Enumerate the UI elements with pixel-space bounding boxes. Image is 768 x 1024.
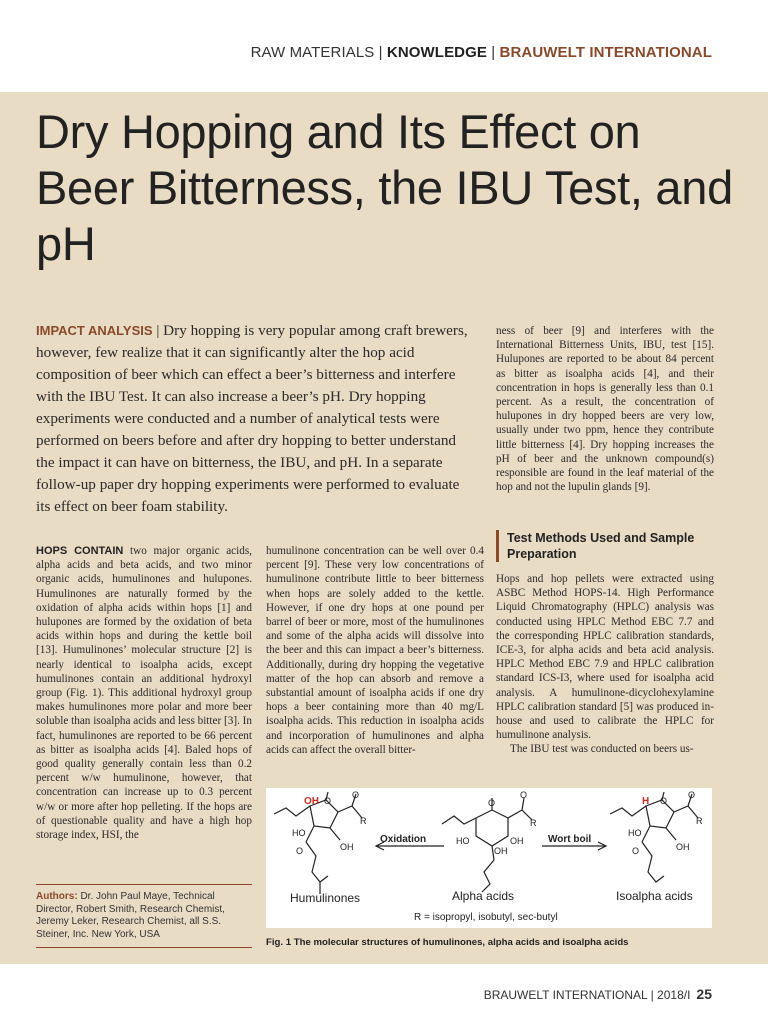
atom-label: O (352, 790, 360, 800)
isoalpha-h-highlight: H (642, 796, 650, 807)
alpha-lower-chain (482, 860, 494, 892)
header-category: KNOWLEDGE (386, 44, 487, 61)
atom-label: O (660, 796, 668, 806)
body-column-2 (266, 544, 484, 757)
atom-label: HO (628, 828, 642, 838)
body-column-4 (496, 572, 714, 757)
body-paragraph: Hops and hop pellets were extracted using ASBC Method HOPS-14. High Performance Liquid Chromatography (HPLC) analysis was conducted using HPLC Method EBC 7.7 and the corresponding HPLC calibration standards, ICE-3, for alpha acids and beta acid analysis. HPLC Method EBC 7.9 and HPLC calibration standard ICS-I3, where used for isoalpha acid analysis. A humulinone-dicyclohexylamine HPLC calibration standard [5] was produced in-house and used to calibrate the HPLC for humulinone analysis. (496, 573, 714, 742)
atom-label: HO (456, 836, 470, 846)
lead-paragraph (36, 320, 476, 518)
lead-label: IMPACT ANALYSIS (36, 323, 153, 338)
authors-box (36, 884, 252, 948)
humulinone-chain-bond (306, 826, 314, 842)
body-column-3 (496, 324, 714, 494)
page-number: 25 (696, 986, 712, 1002)
running-header (251, 44, 712, 61)
atom-label: HO (292, 828, 306, 838)
body-text: humulinone concentration can be well over 0.4 percent [9]. These very low concentrations of humulinone contribute little to beer bitterness when hops are solely added to the kettle. However, if one dry hops at one pound per barrel of beer or more, most of the humulinones and some of the alpha acids will dissolve into the beer and this can impact a beer’s bitterness. Additionally, during dry hopping the vegetative matter of the hop can absorb and remove a substantial amount of isoalpha acids if one dry hops a beer containing more than 40 mg/L isoalpha acids. This reduction in isoalpha acids and incorporation of humulinones and alpha acids can affect the overall bitter- (266, 545, 484, 756)
isoalpha-chain-bond (642, 826, 650, 842)
run-in-heading: HOPS CONTAIN (36, 545, 124, 557)
molecular-structures-figure (266, 788, 712, 928)
alpha-ring (476, 810, 508, 846)
humulinones-label: Humulinones (290, 891, 361, 905)
isoalpha-oh-bond (666, 828, 676, 840)
atom-label: OH (340, 842, 354, 852)
alpha-acyl-bond (508, 810, 522, 818)
article-title: Dry Hopping and Its Effect on Beer Bitterness, the IBU Test, and pH (36, 105, 733, 270)
lead-separator: | (152, 322, 164, 339)
atom-label: O (520, 790, 528, 800)
header-separator: | (487, 44, 500, 61)
isoalpha-lower-chain (642, 842, 664, 882)
wort-boil-label: Wort boil (548, 834, 592, 845)
r-group-definition: R = isopropyl, isobutyl, sec-butyl (414, 912, 558, 923)
lead-text: Dry hopping is very popular among craft brewers, however, few realize that it can significantly alter the hop acid composition of beer which can effect a beer’s bitterness and interfere with the IBU Test. It can also increase a beer’s pH. Dry hopping experiments were conducted and a number of analytical tests were performed on beers before and after dry hopping to better understand the impact it can have on bitterness, the IBU, and pH. In a separate follow-up paper dry hopping experiments were performed to evaluate its effect on beer foam stability. (36, 322, 468, 515)
isoalpha-acyl-bond (674, 806, 688, 812)
atom-label: O (296, 846, 304, 856)
body-text: two major organic acids, alpha acids and beta acids, and two minor organic acids, humulinones and hulupones. Humulinones are naturally formed by the oxidation of alpha acids within hops [1] and hulupones are formed by the oxidation of beta acids within hops and during the kettle boil [13]. Humulinones’ molecular structure [2] is nearly identical to isoalpha acids, except humulinones contain an additional hydroxyl group (Fig. 1). This additional hydroxyl group makes humulinones more polar and more beer soluble than isoalpha acids and less bitter [3]. In fact, humulinones are reported to be 66 percent as bitter as isoalpha acids [4]. Baled hops of good quality generally contain less than 0.2 percent w/w humulinone, however, that concentration can increase up to 0.3 percent w/w or more after hop pelleting. If the hops are of questionable quality and have a high hop storage index, HSI, the (36, 545, 252, 842)
body-text: ness of beer [9] and interferes with the International Bitterness Units, IBU, test [15]. Hulupones are reported to be about 84 percent as bitter as isoalpha acids [4], and their concentration in hops is generally less than 0.1 percent. As a result, the concentration of hulupones in dry hopped beers are very low, usually under two ppm, hence they contribute little bitterness [4]. Dry hopping increases the pH of beer and the unknown compound(s) responsible are found in the leaf material of the hop and not the lupulin glands [9]. (496, 325, 714, 494)
atom-label: OH (676, 842, 690, 852)
authors-text: Dr. John Paul Maye, Technical Director, Robert Smith, Research Chemist, Jeremy Leker, Research Chemist, all S.S. Steiner, Inc. New York, USA (36, 891, 225, 940)
header-publication: BRAUWELT INTERNATIONAL (499, 44, 712, 61)
atom-label: O (688, 790, 696, 800)
oxidation-label: Oxidation (380, 834, 427, 845)
body-paragraph: The IBU test was conducted on beers us- (510, 743, 694, 756)
atom-label: OH (494, 846, 508, 856)
isoalpha-side-chain (610, 806, 646, 816)
page-footer (484, 986, 712, 1002)
alpha-acids-label: Alpha acids (452, 889, 515, 903)
authors-label: Authors: (36, 891, 78, 902)
atom-label: O (488, 798, 496, 808)
section-heading: Test Methods Used and Sample Preparation (496, 530, 714, 562)
humulinone-acyl-bond (338, 806, 352, 812)
footer-publication: BRAUWELT INTERNATIONAL | 2018/I (483, 988, 691, 1002)
humulinone-oh-bond (330, 828, 340, 840)
header-separator: | (374, 44, 387, 61)
humulinone-lower-chain (306, 842, 328, 882)
atom-label: R (530, 818, 537, 828)
atom-label: R (360, 816, 367, 826)
humulinone-side-chain (274, 806, 310, 816)
atom-label: O (324, 796, 332, 806)
alpha-side-chain (442, 816, 476, 824)
atom-label: R (696, 816, 703, 826)
structures-diagram (266, 788, 712, 928)
header-section: RAW MATERIALS (250, 44, 375, 61)
figure-caption: Fig. 1 The molecular structures of humulinones, alpha acids and isoalpha acids (266, 937, 629, 948)
atom-label: OH (510, 836, 524, 846)
body-column-1 (36, 544, 252, 842)
atom-label: O (632, 846, 640, 856)
humulinone-oh-highlight: OH (304, 796, 319, 807)
isoalpha-acids-label: Isoalpha acids (616, 889, 693, 903)
